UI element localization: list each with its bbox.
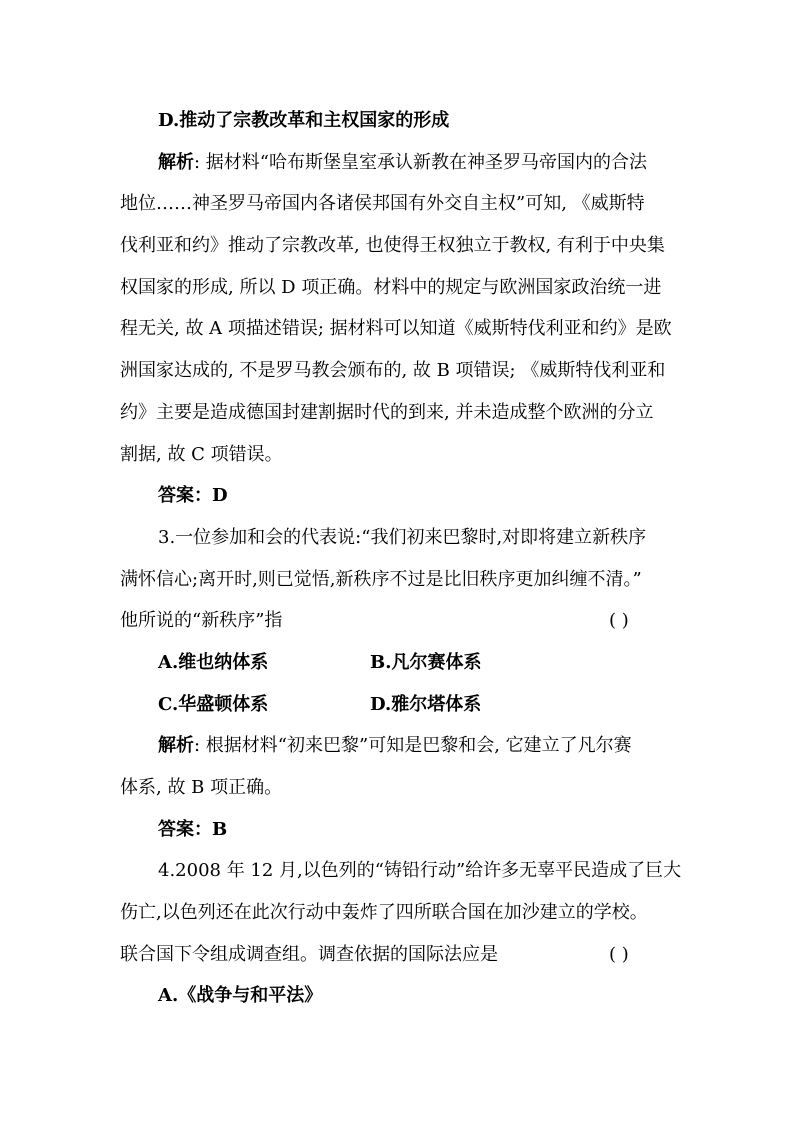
q3-options-row-2 xyxy=(120,684,676,726)
q3-stem-line-2 xyxy=(120,600,676,642)
q3-option-a: A.维也纳体系 xyxy=(158,651,269,673)
prev-analysis-text: : 据材料“哈布斯堡皇室承认新教在神圣罗马帝国内的合法 xyxy=(194,151,647,173)
prev-analysis-line-2: 伐利亚和约》推动了宗教改革, 也使得王权独立于教权, 有利于中央集 xyxy=(120,235,665,257)
q3-analysis-text: : 根据材料“初来巴黎”可知是巴黎和会, 它建立了凡尔赛 xyxy=(194,735,632,757)
q4-stem-text: 联合国下令组成调查组。调查依据的国际法应是 xyxy=(120,943,498,965)
prev-analysis-label: 解析 xyxy=(158,151,194,173)
q4-answer-blank: ( ) xyxy=(609,943,629,965)
q3-option-c: C.华盛顿体系 xyxy=(158,693,269,715)
q3-analysis-label: 解析 xyxy=(158,735,194,757)
q4-option-a: A.《战争与和平法》 xyxy=(158,985,323,1007)
q4-stem-line-1: 伤亡,以色列还在此次行动中轰炸了四所联合国在加沙建立的学校。 xyxy=(120,902,648,924)
q3-analysis-line-0 xyxy=(120,725,676,767)
prev-analysis-line-6: 约》主要是造成德国封建割据时代的到来, 并未造成整个欧洲的分立 xyxy=(120,401,654,423)
q3-stem-text: 他所说的“新秩序”指 xyxy=(120,610,283,632)
q4-stem-line-2 xyxy=(120,934,676,976)
prev-analysis-line-1: 地位……神圣罗马帝国内各诸侯邦国有外交自主权”可知, 《威斯特 xyxy=(120,193,645,215)
prev-analysis-line-5: 洲国家达成的, 不是罗马教会颁布的, 故 B 项错误; 《威斯特伐利亚和 xyxy=(120,360,666,382)
q3-answer-blank: ( ) xyxy=(609,610,629,632)
q3-option-b: B.凡尔赛体系 xyxy=(370,651,482,673)
document-page xyxy=(120,100,682,1017)
q3-answer: 答案：B xyxy=(158,818,228,840)
prev-option-d: D.推动了宗教改革和主权国家的形成 xyxy=(158,110,450,131)
prev-analysis-line-0 xyxy=(120,142,676,184)
q3-stem-line-0: 3.一位参加和会的代表说:“我们初来巴黎时,对即将建立新秩序 xyxy=(158,526,647,548)
q3-options-row-1 xyxy=(120,642,676,684)
q4-stem-line-0: 4.2008 年 12 月,以色列的“铸铅行动”给许多无辜平民造成了巨大 xyxy=(158,860,682,882)
q3-stem-line-1: 满怀信心;离开时,则已觉悟,新秩序不过是比旧秩序更加纠缠不清。” xyxy=(120,568,642,590)
prev-analysis-line-7: 割据, 故 C 项错误。 xyxy=(120,443,283,465)
prev-analysis-line-4: 程无关, 故 A 项描述错误; 据材料可以知道《威斯特伐利亚和约》是欧 xyxy=(120,318,672,340)
q3-option-d: D.雅尔塔体系 xyxy=(370,693,482,715)
q3-analysis-line-1: 体系, 故 B 项正确。 xyxy=(120,777,283,798)
prev-analysis-line-3: 权国家的形成, 所以 D 项正确。材料中的规定与欧洲国家政治统一进 xyxy=(120,276,662,298)
prev-answer: 答案：D xyxy=(158,485,228,507)
